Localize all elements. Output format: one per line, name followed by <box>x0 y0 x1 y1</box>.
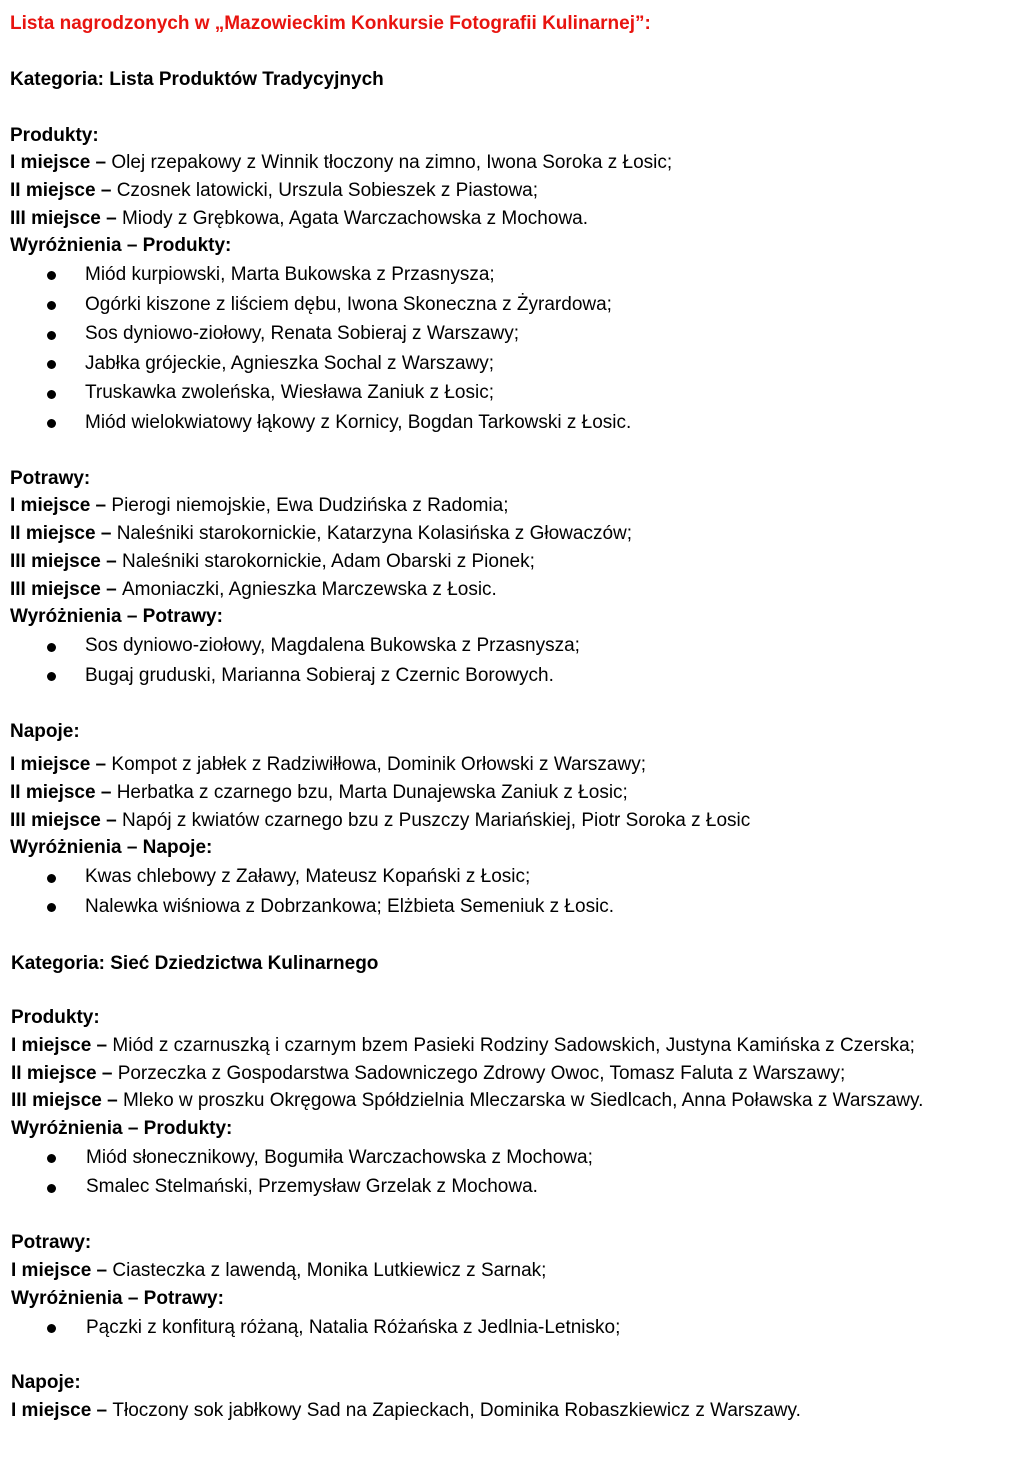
place-label: III miejsce – <box>11 1090 123 1111</box>
list-item: Jabłka grójeckie, Agnieszka Sochal z Warszawy; <box>85 353 495 374</box>
award-text: Porzeczka z Gospodarstwa Sadowniczego Zdrowy Owoc, Tomasz Faluta z Warszawy; <box>117 1063 846 1084</box>
award-line <box>11 1034 915 1058</box>
list-item: Sos dyniowo-ziołowy, Renata Sobieraj z Warszawy; <box>85 323 520 344</box>
section-heading: Napoje: <box>10 721 80 742</box>
list-item: Bugaj gruduski, Marianna Sobieraj z Czernic Borowych. <box>85 665 554 686</box>
award-line <box>10 207 588 231</box>
bullet-icon <box>47 301 56 310</box>
award-line <box>10 179 538 203</box>
place-label: I miejsce – <box>10 754 112 775</box>
award-text: Olej rzepakowy z Winnik tłoczony na zimno, Iwona Soroka z Łosic; <box>111 152 673 173</box>
place-label: II miejsce – <box>11 1063 118 1084</box>
award-line <box>10 522 632 546</box>
list-item: Kwas chlebowy z Załawy, Mateusz Kopański z Łosic; <box>85 866 531 887</box>
award-line <box>10 550 535 574</box>
category-heading: Kategoria: Sieć Dziedzictwa Kulinarnego <box>11 953 379 974</box>
place-label: III miejsce – <box>10 208 122 229</box>
bullet-icon <box>47 1154 56 1163</box>
place-label: I miejsce – <box>10 152 112 173</box>
place-label: III miejsce – <box>10 551 122 572</box>
award-text: Pierogi niemojskie, Ewa Dudzińska z Radomia; <box>111 495 509 516</box>
award-text: Czosnek latowicki, Urszula Sobieszek z Piastowa; <box>116 180 539 201</box>
award-line <box>11 1089 923 1113</box>
bullet-icon <box>47 874 56 883</box>
place-label: III miejsce – <box>10 579 122 600</box>
document-title: Lista nagrodzonych w „Mazowieckim Konkursie Fotografii Kulinarnej”: <box>10 13 651 34</box>
category-heading: Kategoria: Lista Produktów Tradycyjnych <box>10 69 384 90</box>
award-text: Naleśniki starokornickie, Adam Obarski z Pionek; <box>121 551 535 572</box>
bullet-icon <box>47 1184 56 1193</box>
list-item: Smalec Stelmański, Przemysław Grzelak z Mochowa. <box>86 1176 538 1197</box>
award-line <box>11 1399 801 1423</box>
list-item: Miód słonecznikowy, Bogumiła Warczachowska z Mochowa; <box>86 1147 593 1168</box>
award-text: Miody z Grębkowa, Agata Warczachowska z Mochowa. <box>121 208 589 229</box>
list-item: Nalewka wiśniowa z Dobrzankowa; Elżbieta Semeniuk z Łosic. <box>85 896 615 917</box>
place-label: II miejsce – <box>10 523 117 544</box>
section-heading: Potrawy: <box>11 1232 92 1253</box>
section-heading: Produkty: <box>10 125 99 146</box>
place-label: II miejsce – <box>10 782 117 803</box>
honorable-mentions-heading: Wyróżnienia – Napoje: <box>10 837 213 858</box>
bullet-icon <box>47 903 56 912</box>
award-line <box>11 1259 546 1283</box>
honorable-mentions-heading: Wyróżnienia – Produkty: <box>10 235 232 256</box>
list-item: Ogórki kiszone z liściem dębu, Iwona Skoneczna z Żyrardowa; <box>85 294 612 315</box>
honorable-mentions-heading: Wyróżnienia – Potrawy: <box>10 606 223 627</box>
award-line <box>10 494 508 518</box>
honorable-mentions-heading: Wyróżnienia – Produkty: <box>11 1118 233 1139</box>
award-line <box>10 753 646 777</box>
place-label: I miejsce – <box>11 1035 113 1056</box>
award-text: Naleśniki starokornickie, Katarzyna Kolasińska z Głowaczów; <box>116 523 633 544</box>
award-text: Herbatka z czarnego bzu, Marta Dunajewska Zaniuk z Łosic; <box>116 782 628 803</box>
section-heading: Produkty: <box>11 1007 100 1028</box>
award-text: Kompot z jabłek z Radziwiłłowa, Dominik Orłowski z Warszawy; <box>111 754 647 775</box>
bullet-icon <box>47 360 56 369</box>
section-heading: Napoje: <box>11 1372 81 1393</box>
bullet-icon <box>47 643 56 652</box>
bullet-icon <box>47 390 56 399</box>
award-text: Miód z czarnuszką i czarnym bzem Pasieki Rodziny Sadowskich, Justyna Kamińska z Czerska; <box>112 1035 915 1056</box>
list-item: Pączki z konfiturą różaną, Natalia Różańska z Jedlnia-Letnisko; <box>86 1317 621 1338</box>
award-line <box>10 809 750 833</box>
bullet-icon <box>47 331 56 340</box>
place-label: I miejsce – <box>11 1260 113 1281</box>
award-text: Napój z kwiatów czarnego bzu z Puszczy Mariańskiej, Piotr Soroka z Łosic <box>121 810 751 831</box>
section-heading: Potrawy: <box>10 468 91 489</box>
place-label: I miejsce – <box>10 495 112 516</box>
list-item: Miód wielokwiatowy łąkowy z Kornicy, Bogdan Tarkowski z Łosic. <box>85 412 632 433</box>
place-label: I miejsce – <box>11 1400 113 1421</box>
bullet-icon <box>47 419 56 428</box>
award-line <box>11 1062 845 1086</box>
award-text: Amoniaczki, Agnieszka Marczewska z Łosic. <box>121 579 497 600</box>
list-item: Truskawka zwoleńska, Wiesława Zaniuk z Łosic; <box>85 382 494 403</box>
list-item: Miód kurpiowski, Marta Bukowska z Przasnysza; <box>85 264 495 285</box>
bullet-icon <box>47 1324 56 1333</box>
award-text: Mleko w proszku Okręgowa Spółdzielnia Mleczarska w Siedlcach, Anna Poławska z Warszawy. <box>122 1090 924 1111</box>
award-text: Ciasteczka z lawendą, Monika Lutkiewicz z Sarnak; <box>112 1260 547 1281</box>
honorable-mentions-heading: Wyróżnienia – Potrawy: <box>11 1288 224 1309</box>
place-label: II miejsce – <box>10 180 117 201</box>
bullet-icon <box>47 271 56 280</box>
place-label: III miejsce – <box>10 810 122 831</box>
award-line <box>10 578 497 602</box>
award-line <box>10 781 628 805</box>
award-line <box>10 151 672 175</box>
list-item: Sos dyniowo-ziołowy, Magdalena Bukowska z Przasnysza; <box>85 635 580 656</box>
award-text: Tłoczony sok jabłkowy Sad na Zapieckach, Dominika Robaszkiewicz z Warszawy. <box>112 1400 801 1421</box>
bullet-icon <box>47 672 56 681</box>
